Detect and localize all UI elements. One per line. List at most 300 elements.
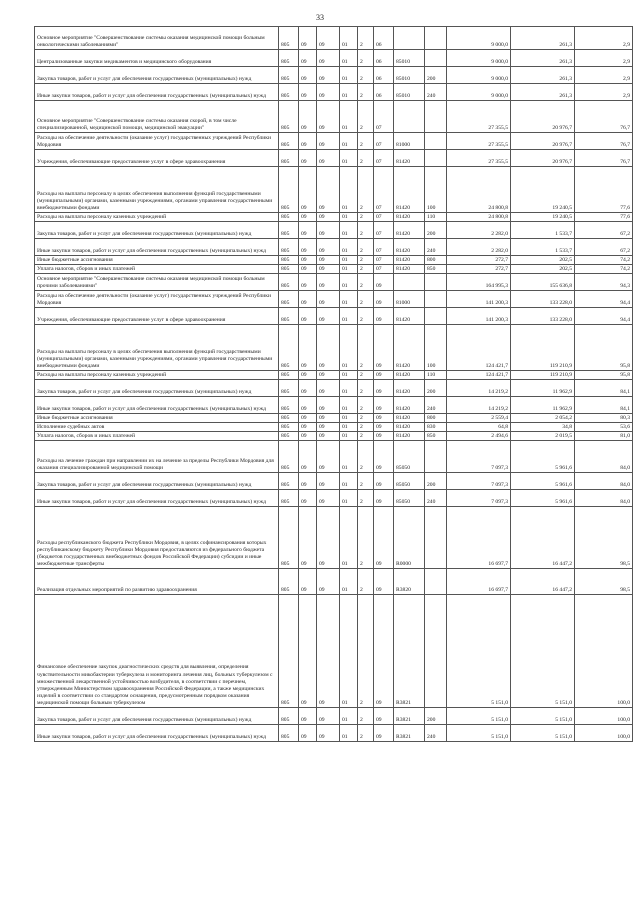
- amount-cell: 20 976,7: [511, 150, 575, 167]
- row-name-cell: Иные закупки товаров, работ и услуг для обеспечения государственных (муниципальных) нужд: [35, 239, 279, 256]
- amount-cell: 77,6: [575, 213, 633, 222]
- row-name-cell: Расходы на выплаты персоналу казенных учреждений: [35, 213, 279, 222]
- code-cell: 01: [340, 432, 358, 441]
- code-cell: 81420: [394, 213, 425, 222]
- code-cell: 805: [279, 397, 299, 414]
- code-cell: 805: [279, 414, 299, 423]
- table-row: [35, 150, 633, 167]
- code-cell: 81420: [394, 432, 425, 441]
- row-name-cell: Расходы на лечение граждан при направлении их на лечение за пределы Республики Мордовия для оказания специализированной медицинской помощи: [35, 441, 279, 473]
- code-cell: 805: [279, 84, 299, 101]
- code-cell: R0000: [394, 507, 425, 569]
- code-cell: 2: [358, 473, 374, 490]
- code-cell: 09: [374, 414, 394, 423]
- code-cell: 09: [299, 67, 317, 84]
- code-cell: 805: [279, 325, 299, 371]
- code-cell: 2: [358, 414, 374, 423]
- code-cell: 09: [299, 380, 317, 397]
- code-cell: 09: [317, 308, 340, 325]
- amount-cell: 155 636,8: [511, 274, 575, 291]
- code-cell: 09: [317, 133, 340, 150]
- code-cell: 01: [340, 371, 358, 380]
- code-cell: 09: [317, 371, 340, 380]
- table-row: [35, 67, 633, 84]
- code-cell: 09: [299, 274, 317, 291]
- amount-cell: 74,2: [575, 256, 633, 265]
- code-cell: 805: [279, 423, 299, 432]
- row-name-cell: Закупка товаров, работ и услуг для обеспечения государственных (муниципальных) нужд: [35, 67, 279, 84]
- code-cell: 09: [299, 101, 317, 133]
- amount-cell: 272,7: [447, 265, 511, 274]
- amount-cell: 124 421,7: [447, 325, 511, 371]
- code-cell: 09: [317, 27, 340, 50]
- amount-cell: 261,3: [511, 50, 575, 67]
- code-cell: 01: [340, 423, 358, 432]
- code-cell: 2: [358, 725, 374, 742]
- table-row: [35, 167, 633, 213]
- row-name-cell: Иные закупки товаров, работ и услуг для обеспечения государственных (муниципальных) нужд: [35, 490, 279, 507]
- table-row: [35, 380, 633, 397]
- code-cell: 09: [374, 507, 394, 569]
- amount-cell: 9 000,0: [447, 84, 511, 101]
- code-cell: 09: [299, 507, 317, 569]
- table-row: [35, 84, 633, 101]
- code-cell: 09: [317, 67, 340, 84]
- code-cell: 81420: [394, 167, 425, 213]
- code-cell: 805: [279, 380, 299, 397]
- code-cell: 09: [317, 50, 340, 67]
- amount-cell: 84,0: [575, 490, 633, 507]
- table-row: [35, 256, 633, 265]
- row-name-cell: Закупка товаров, работ и услуг для обеспечения государственных (муниципальных) нужд: [35, 222, 279, 239]
- amount-cell: 16 447,2: [511, 569, 575, 595]
- code-cell: 805: [279, 725, 299, 742]
- amount-cell: 2 019,5: [511, 432, 575, 441]
- table-row: [35, 101, 633, 133]
- amount-cell: 24 800,8: [447, 167, 511, 213]
- amount-cell: 84,1: [575, 397, 633, 414]
- table-body: [35, 27, 633, 742]
- code-cell: 07: [374, 213, 394, 222]
- code-cell: 09: [299, 569, 317, 595]
- amount-cell: 5 151,0: [447, 595, 511, 708]
- amount-cell: 67,2: [575, 239, 633, 256]
- amount-cell: 19 240,5: [511, 167, 575, 213]
- amount-cell: 2,9: [575, 50, 633, 67]
- table-row: [35, 308, 633, 325]
- table-row: [35, 423, 633, 432]
- code-cell: 01: [340, 291, 358, 308]
- code-cell: 09: [317, 432, 340, 441]
- amount-cell: 2 282,0: [447, 239, 511, 256]
- code-cell: 09: [317, 569, 340, 595]
- code-cell: 85010: [394, 67, 425, 84]
- code-cell: 81000: [394, 291, 425, 308]
- amount-cell: 16 697,7: [447, 569, 511, 595]
- code-cell: 2: [358, 397, 374, 414]
- code-cell: 09: [317, 167, 340, 213]
- code-cell: 09: [374, 371, 394, 380]
- code-cell: 01: [340, 213, 358, 222]
- code-cell: 09: [299, 308, 317, 325]
- code-cell: 200: [425, 222, 447, 239]
- code-cell: 2: [358, 84, 374, 101]
- code-cell: 09: [317, 274, 340, 291]
- code-cell: 805: [279, 274, 299, 291]
- table-row: [35, 213, 633, 222]
- code-cell: 805: [279, 371, 299, 380]
- code-cell: 09: [374, 432, 394, 441]
- code-cell: 81420: [394, 265, 425, 274]
- code-cell: 09: [317, 507, 340, 569]
- amount-cell: 119 210,9: [511, 325, 575, 371]
- code-cell: 09: [299, 256, 317, 265]
- code-cell: 2: [358, 291, 374, 308]
- code-cell: [425, 50, 447, 67]
- code-cell: 01: [340, 473, 358, 490]
- code-cell: 09: [299, 167, 317, 213]
- code-cell: 100: [425, 325, 447, 371]
- code-cell: 800: [425, 256, 447, 265]
- code-cell: 09: [299, 423, 317, 432]
- amount-cell: 27 355,5: [447, 101, 511, 133]
- table-row: [35, 133, 633, 150]
- code-cell: 09: [317, 239, 340, 256]
- row-name-cell: Расходы на обеспечение деятельности (оказание услуг) государственных учреждений Республики Мордовия: [35, 291, 279, 308]
- code-cell: 09: [374, 441, 394, 473]
- code-cell: [425, 27, 447, 50]
- code-cell: 09: [299, 213, 317, 222]
- row-name-cell: Иные закупки товаров, работ и услуг для обеспечения государственных (муниципальных) нужд: [35, 397, 279, 414]
- table-row: [35, 473, 633, 490]
- code-cell: 2: [358, 27, 374, 50]
- row-name-cell: Закупка товаров, работ и услуг для обеспечения государственных (муниципальных) нужд: [35, 708, 279, 725]
- code-cell: 01: [340, 380, 358, 397]
- code-cell: 805: [279, 213, 299, 222]
- code-cell: 09: [299, 397, 317, 414]
- code-cell: 2: [358, 265, 374, 274]
- table-row: [35, 441, 633, 473]
- code-cell: 07: [374, 101, 394, 133]
- code-cell: 81420: [394, 423, 425, 432]
- code-cell: 81420: [394, 222, 425, 239]
- code-cell: 81420: [394, 371, 425, 380]
- code-cell: 09: [317, 380, 340, 397]
- code-cell: 09: [317, 595, 340, 708]
- code-cell: 01: [340, 84, 358, 101]
- amount-cell: 95,8: [575, 325, 633, 371]
- row-name-cell: Основное мероприятие "Совершенствование системы оказания медицинской помощи больным онкологическими заболеваниями": [35, 27, 279, 50]
- code-cell: 200: [425, 708, 447, 725]
- amount-cell: 19 240,5: [511, 213, 575, 222]
- amount-cell: 27 355,5: [447, 133, 511, 150]
- code-cell: 09: [317, 441, 340, 473]
- code-cell: 07: [374, 133, 394, 150]
- amount-cell: 261,3: [511, 27, 575, 50]
- amount-cell: 2 054,2: [511, 414, 575, 423]
- code-cell: 01: [340, 725, 358, 742]
- code-cell: 805: [279, 265, 299, 274]
- code-cell: 09: [374, 274, 394, 291]
- amount-cell: 16 697,7: [447, 507, 511, 569]
- row-name-cell: Иные бюджетные ассигнования: [35, 256, 279, 265]
- code-cell: 2: [358, 708, 374, 725]
- amount-cell: 14 219,2: [447, 397, 511, 414]
- code-cell: 09: [317, 414, 340, 423]
- code-cell: 09: [299, 371, 317, 380]
- row-name-cell: Уплата налогов, сборов и иных платежей: [35, 265, 279, 274]
- code-cell: 240: [425, 725, 447, 742]
- amount-cell: 67,2: [575, 222, 633, 239]
- row-name-cell: Исполнение судебных актов: [35, 423, 279, 432]
- row-name-cell: Иные бюджетные ассигнования: [35, 414, 279, 423]
- amount-cell: 94,3: [575, 274, 633, 291]
- code-cell: 805: [279, 67, 299, 84]
- code-cell: 81420: [394, 239, 425, 256]
- code-cell: 2: [358, 371, 374, 380]
- code-cell: 200: [425, 473, 447, 490]
- code-cell: 09: [374, 308, 394, 325]
- code-cell: 81420: [394, 397, 425, 414]
- table-row: [35, 432, 633, 441]
- code-cell: 01: [340, 441, 358, 473]
- table-row: [35, 274, 633, 291]
- amount-cell: 5 151,0: [511, 725, 575, 742]
- budget-table: [34, 26, 633, 742]
- amount-cell: 2,9: [575, 84, 633, 101]
- code-cell: 09: [374, 725, 394, 742]
- code-cell: 09: [317, 101, 340, 133]
- amount-cell: 5 151,0: [447, 708, 511, 725]
- code-cell: 09: [299, 50, 317, 67]
- code-cell: [425, 507, 447, 569]
- code-cell: 09: [374, 569, 394, 595]
- code-cell: [425, 595, 447, 708]
- code-cell: 805: [279, 222, 299, 239]
- code-cell: 200: [425, 380, 447, 397]
- amount-cell: 74,2: [575, 265, 633, 274]
- code-cell: 805: [279, 150, 299, 167]
- code-cell: 805: [279, 308, 299, 325]
- code-cell: [394, 274, 425, 291]
- amount-cell: 11 962,9: [511, 397, 575, 414]
- code-cell: 81420: [394, 256, 425, 265]
- code-cell: 09: [299, 150, 317, 167]
- table-row: [35, 50, 633, 67]
- amount-cell: 1 533,7: [511, 239, 575, 256]
- code-cell: R3821: [394, 595, 425, 708]
- code-cell: 01: [340, 239, 358, 256]
- amount-cell: 141 200,3: [447, 308, 511, 325]
- row-name-cell: Расходы на обеспечение деятельности (оказание услуг) государственных учреждений Республики Мордовия: [35, 133, 279, 150]
- amount-cell: 53,6: [575, 423, 633, 432]
- table-row: [35, 371, 633, 380]
- page-number: 33: [316, 13, 324, 22]
- amount-cell: 261,3: [511, 84, 575, 101]
- code-cell: 09: [374, 708, 394, 725]
- code-cell: 2: [358, 441, 374, 473]
- code-cell: R3821: [394, 725, 425, 742]
- amount-cell: 2,9: [575, 67, 633, 84]
- row-name-cell: Реализация отдельных мероприятий по развитию здравоохранения: [35, 569, 279, 595]
- code-cell: 850: [425, 432, 447, 441]
- code-cell: 81000: [394, 133, 425, 150]
- code-cell: 01: [340, 595, 358, 708]
- code-cell: 805: [279, 239, 299, 256]
- code-cell: 800: [425, 414, 447, 423]
- code-cell: 09: [317, 708, 340, 725]
- code-cell: 09: [317, 84, 340, 101]
- code-cell: 01: [340, 167, 358, 213]
- code-cell: 09: [374, 325, 394, 371]
- amount-cell: 84,0: [575, 441, 633, 473]
- code-cell: 09: [317, 725, 340, 742]
- code-cell: R3821: [394, 708, 425, 725]
- code-cell: [425, 274, 447, 291]
- code-cell: 07: [374, 239, 394, 256]
- code-cell: 2: [358, 67, 374, 84]
- amount-cell: 34,8: [511, 423, 575, 432]
- code-cell: 81420: [394, 150, 425, 167]
- amount-cell: 5 151,0: [511, 708, 575, 725]
- code-cell: 805: [279, 595, 299, 708]
- code-cell: 09: [317, 291, 340, 308]
- amount-cell: 141 200,3: [447, 291, 511, 308]
- code-cell: 805: [279, 490, 299, 507]
- code-cell: 850: [425, 265, 447, 274]
- code-cell: 2: [358, 490, 374, 507]
- code-cell: [425, 308, 447, 325]
- table-row: [35, 708, 633, 725]
- amount-cell: 124 421,7: [447, 371, 511, 380]
- code-cell: 07: [374, 222, 394, 239]
- code-cell: 01: [340, 274, 358, 291]
- code-cell: 85010: [394, 50, 425, 67]
- amount-cell: 100,0: [575, 595, 633, 708]
- table-row: [35, 507, 633, 569]
- row-name-cell: Учреждения, обеспечивающие предоставление услуг в сфере здравоохранения: [35, 150, 279, 167]
- amount-cell: 5 961,6: [511, 441, 575, 473]
- code-cell: 09: [299, 222, 317, 239]
- amount-cell: 98,5: [575, 569, 633, 595]
- code-cell: 09: [317, 213, 340, 222]
- code-cell: 09: [317, 423, 340, 432]
- amount-cell: 272,7: [447, 256, 511, 265]
- amount-cell: 164 995,3: [447, 274, 511, 291]
- code-cell: 01: [340, 222, 358, 239]
- amount-cell: 100,0: [575, 708, 633, 725]
- code-cell: 01: [340, 325, 358, 371]
- code-cell: 09: [299, 708, 317, 725]
- table-row: [35, 239, 633, 256]
- code-cell: 805: [279, 133, 299, 150]
- code-cell: 09: [299, 291, 317, 308]
- row-name-cell: Закупка товаров, работ и услуг для обеспечения государственных (муниципальных) нужд: [35, 380, 279, 397]
- code-cell: [425, 441, 447, 473]
- amount-cell: 7 097,3: [447, 473, 511, 490]
- code-cell: 2: [358, 213, 374, 222]
- code-cell: 2: [358, 239, 374, 256]
- code-cell: 240: [425, 239, 447, 256]
- code-cell: 09: [317, 150, 340, 167]
- amount-cell: 16 447,2: [511, 507, 575, 569]
- row-name-cell: Централизованные закупки медикаментов и медицинского оборудования: [35, 50, 279, 67]
- code-cell: 2: [358, 167, 374, 213]
- amount-cell: 20 976,7: [511, 101, 575, 133]
- amount-cell: 64,8: [447, 423, 511, 432]
- table-row: [35, 414, 633, 423]
- amount-cell: 27 355,5: [447, 150, 511, 167]
- code-cell: 09: [317, 325, 340, 371]
- amount-cell: 2 494,6: [447, 432, 511, 441]
- table-row: [35, 291, 633, 308]
- code-cell: 09: [317, 222, 340, 239]
- code-cell: 09: [317, 397, 340, 414]
- code-cell: 85050: [394, 473, 425, 490]
- amount-cell: 84,1: [575, 380, 633, 397]
- amount-cell: 81,0: [575, 432, 633, 441]
- code-cell: 09: [299, 473, 317, 490]
- code-cell: 805: [279, 569, 299, 595]
- amount-cell: 77,6: [575, 167, 633, 213]
- code-cell: 805: [279, 473, 299, 490]
- code-cell: 01: [340, 256, 358, 265]
- code-cell: 09: [374, 490, 394, 507]
- amount-cell: 133 228,0: [511, 308, 575, 325]
- code-cell: 110: [425, 213, 447, 222]
- code-cell: 81420: [394, 380, 425, 397]
- code-cell: 01: [340, 507, 358, 569]
- code-cell: 01: [340, 397, 358, 414]
- code-cell: [394, 101, 425, 133]
- code-cell: 2: [358, 569, 374, 595]
- code-cell: 240: [425, 490, 447, 507]
- code-cell: 2: [358, 222, 374, 239]
- amount-cell: 261,3: [511, 67, 575, 84]
- code-cell: 2: [358, 274, 374, 291]
- code-cell: 805: [279, 256, 299, 265]
- code-cell: 07: [374, 256, 394, 265]
- code-cell: 2: [358, 325, 374, 371]
- code-cell: 200: [425, 67, 447, 84]
- code-cell: [425, 133, 447, 150]
- code-cell: 09: [299, 414, 317, 423]
- row-name-cell: Учреждения, обеспечивающие предоставление услуг в сфере здравоохранения: [35, 308, 279, 325]
- table-row: [35, 490, 633, 507]
- code-cell: 09: [299, 133, 317, 150]
- code-cell: [394, 27, 425, 50]
- code-cell: 09: [299, 490, 317, 507]
- row-name-cell: Основное мероприятие "Совершенствование системы оказания медицинской помощи больным прочими заболеваниями": [35, 274, 279, 291]
- code-cell: 81420: [394, 308, 425, 325]
- amount-cell: 133 228,0: [511, 291, 575, 308]
- code-cell: 830: [425, 423, 447, 432]
- code-cell: 07: [374, 167, 394, 213]
- amount-cell: 76,7: [575, 150, 633, 167]
- amount-cell: 80,3: [575, 414, 633, 423]
- amount-cell: 202,5: [511, 265, 575, 274]
- amount-cell: 9 000,0: [447, 50, 511, 67]
- code-cell: 09: [374, 291, 394, 308]
- code-cell: 09: [317, 490, 340, 507]
- amount-cell: 84,0: [575, 473, 633, 490]
- amount-cell: 1 533,7: [511, 222, 575, 239]
- code-cell: 85050: [394, 490, 425, 507]
- code-cell: 805: [279, 432, 299, 441]
- amount-cell: 7 097,3: [447, 490, 511, 507]
- code-cell: 01: [340, 50, 358, 67]
- amount-cell: 98,5: [575, 507, 633, 569]
